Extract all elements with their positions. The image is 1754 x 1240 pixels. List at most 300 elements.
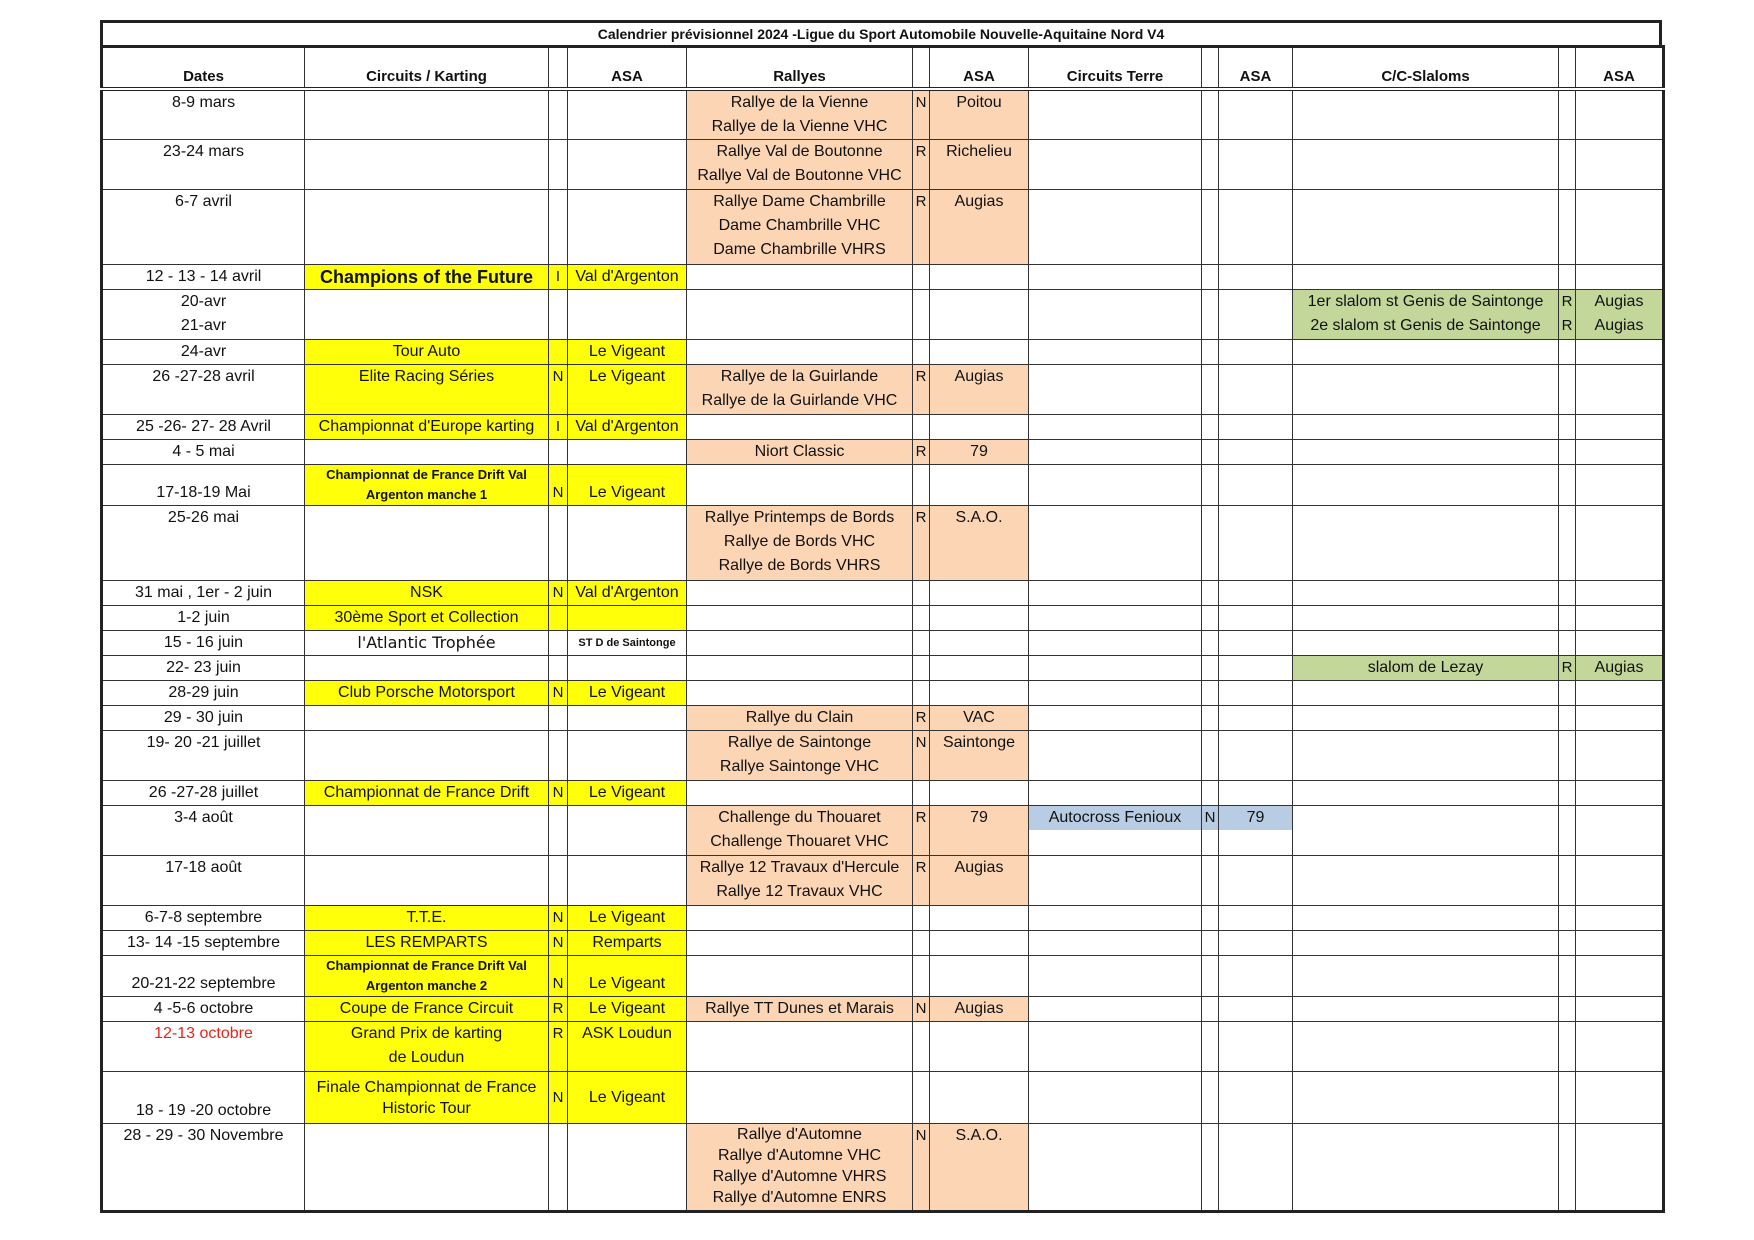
circuit-asa-cell <box>568 956 687 997</box>
slalom-flag-cell <box>1559 440 1576 465</box>
circuit-name: Coupe de France Circuit <box>339 1000 514 1017</box>
rallye-asa-cell <box>930 956 1029 997</box>
terre-cell <box>1029 806 1202 856</box>
rallye-flag-cell <box>913 290 930 340</box>
date-cell <box>102 681 305 706</box>
terre-asa-cell <box>1219 731 1293 781</box>
rallye-flag-cell <box>913 931 930 956</box>
rallye-cell <box>687 415 913 440</box>
terre-flag-cell <box>1202 706 1219 731</box>
rallye-cell <box>687 581 913 606</box>
rallye-asa: 79 <box>970 809 988 826</box>
calendar-sheet <box>100 20 1662 1213</box>
circuit-name: NSK <box>410 584 443 601</box>
slalom-asa-cell <box>1576 290 1664 340</box>
table-row <box>102 290 1664 340</box>
date-cell <box>102 906 305 931</box>
terre-flag-cell <box>1202 365 1219 415</box>
circuit-flag-cell <box>549 440 568 465</box>
table-row <box>102 606 1664 631</box>
circuit-asa-cell <box>568 856 687 906</box>
date-cell <box>102 1072 305 1124</box>
header-slaloms-asa: ASA <box>1576 47 1664 90</box>
circuit-asa: Remparts <box>592 934 662 951</box>
date-cell <box>102 89 305 140</box>
terre-flag-cell <box>1202 781 1219 806</box>
date-text: 3-4 août <box>174 809 233 826</box>
slalom-asa: Augias <box>1594 659 1644 676</box>
terre-asa-cell <box>1219 781 1293 806</box>
circuit-asa-cell <box>568 265 687 290</box>
slalom-flag-cell <box>1559 581 1576 606</box>
circuit-flag-cell <box>549 856 568 906</box>
circuit-asa-cell <box>568 190 687 265</box>
slalom-flag-cell <box>1559 290 1576 340</box>
date-cell <box>102 140 305 190</box>
terre-asa-cell <box>1219 997 1293 1022</box>
table-row <box>102 706 1664 731</box>
slalom-flag-cell <box>1559 265 1576 290</box>
header-slaloms-flag <box>1559 47 1576 90</box>
date-text: 22- 23 juin <box>166 659 241 676</box>
circuit-cell <box>305 931 549 956</box>
circuit-asa-cell <box>568 440 687 465</box>
slalom-name: 2e slalom st Genis de Saintonge <box>1310 317 1541 334</box>
circuit-asa: Le Vigeant <box>588 784 666 801</box>
circuit-asa-cell <box>568 931 687 956</box>
rallye-asa-cell <box>930 365 1029 415</box>
rallye-asa-cell <box>930 806 1029 856</box>
calendar-table <box>100 45 1665 1213</box>
circuit-name: Club Porsche Motorsport <box>338 684 515 701</box>
terre-asa-cell <box>1219 265 1293 290</box>
circuit-name: Championnat de France Drift Val <box>326 958 527 973</box>
terre-cell <box>1029 906 1202 931</box>
slalom-asa-cell <box>1576 415 1664 440</box>
rallye-asa-cell <box>930 606 1029 631</box>
terre-cell <box>1029 265 1202 290</box>
circuit-flag-cell <box>549 415 568 440</box>
circuit-cell <box>305 706 549 731</box>
rallye-name: Rallye 12 Travaux VHC <box>716 883 883 900</box>
rallye-asa-cell <box>930 340 1029 365</box>
rallye-flag-cell <box>913 656 930 681</box>
slalom-cell <box>1293 465 1559 506</box>
slalom-flag-cell <box>1559 997 1576 1022</box>
table-row <box>102 656 1664 681</box>
terre-cell <box>1029 365 1202 415</box>
rallye-cell <box>687 731 913 781</box>
slalom-asa-cell <box>1576 706 1664 731</box>
slalom-flag-cell <box>1559 706 1576 731</box>
circuit-flag-cell <box>549 290 568 340</box>
slalom-flag-cell <box>1559 656 1576 681</box>
terre-flag-cell <box>1202 465 1219 506</box>
circuit-asa-cell <box>568 89 687 140</box>
rallye-flag-cell <box>913 631 930 656</box>
circuit-flag-cell <box>549 906 568 931</box>
date-text: 4 -5-6 octobre <box>153 1000 254 1017</box>
circuit-asa: Val d'Argenton <box>575 418 679 435</box>
slalom-asa-cell <box>1576 1072 1664 1124</box>
terre-asa-cell <box>1219 931 1293 956</box>
terre-cell <box>1029 506 1202 581</box>
date-cell <box>102 781 305 806</box>
circuit-asa-cell <box>568 1124 687 1212</box>
circuit-flag: N <box>552 684 564 701</box>
rallye-name: Rallye Printemps de Bords <box>704 509 895 526</box>
terre-flag-cell <box>1202 290 1219 340</box>
slalom-cell <box>1293 190 1559 265</box>
rallye-flag: R <box>915 443 927 460</box>
date-text: 25-26 mai <box>167 509 240 526</box>
date-cell <box>102 997 305 1022</box>
terre-asa-cell <box>1219 631 1293 656</box>
calendar-rows <box>102 89 1664 1212</box>
circuit-cell <box>305 265 549 290</box>
slalom-cell <box>1293 365 1559 415</box>
rallye-asa-cell <box>930 290 1029 340</box>
circuit-cell <box>305 365 549 415</box>
header-rallyes-asa: ASA <box>930 47 1029 90</box>
date-text: 12 - 13 - 14 avril <box>145 268 262 285</box>
circuit-name: Historic Tour <box>382 1099 471 1117</box>
circuit-asa-cell <box>568 1072 687 1124</box>
date-text: 6-7-8 septembre <box>144 909 263 926</box>
rallye-asa-cell <box>930 1072 1029 1124</box>
rallye-asa-cell <box>930 89 1029 140</box>
terre-flag-cell <box>1202 997 1219 1022</box>
slalom-asa-cell <box>1576 1022 1664 1072</box>
rallye-flag: R <box>915 509 927 526</box>
circuit-flag-cell <box>549 1072 568 1124</box>
circuit-asa-cell <box>568 656 687 681</box>
slalom-cell <box>1293 415 1559 440</box>
date-cell <box>102 931 305 956</box>
header-dates: Dates <box>102 47 305 90</box>
terre-flag-cell <box>1202 340 1219 365</box>
circuit-flag-cell <box>549 931 568 956</box>
circuit-asa-cell <box>568 781 687 806</box>
rallye-flag-cell <box>913 731 930 781</box>
rallye-asa-cell <box>930 415 1029 440</box>
rallye-cell <box>687 265 913 290</box>
rallye-asa-cell <box>930 506 1029 581</box>
rallye-asa: Augias <box>954 193 1004 210</box>
slalom-asa-cell <box>1576 656 1664 681</box>
terre-flag-cell <box>1202 1124 1219 1212</box>
terre-cell <box>1029 1124 1202 1212</box>
date-cell <box>102 465 305 506</box>
rallye-cell <box>687 656 913 681</box>
slalom-flag-cell <box>1559 856 1576 906</box>
circuit-name: Grand Prix de karting <box>350 1025 503 1042</box>
terre-asa-cell <box>1219 656 1293 681</box>
circuit-asa: Le Vigeant <box>588 909 666 926</box>
date-text: 18 - 19 -20 octobre <box>135 1102 272 1119</box>
terre-cell <box>1029 465 1202 506</box>
rallye-asa-cell <box>930 1124 1029 1212</box>
rallye-asa-cell <box>930 265 1029 290</box>
terre-flag-cell <box>1202 906 1219 931</box>
terre-cell <box>1029 631 1202 656</box>
circuit-flag-cell <box>549 731 568 781</box>
slalom-flag-cell <box>1559 931 1576 956</box>
circuit-name: de Loudun <box>388 1049 465 1066</box>
circuit-flag-cell <box>549 681 568 706</box>
rallye-flag-cell <box>913 1072 930 1124</box>
table-row <box>102 365 1664 415</box>
rallye-flag-cell <box>913 440 930 465</box>
circuit-asa: Le Vigeant <box>588 975 666 992</box>
slalom-cell <box>1293 906 1559 931</box>
circuit-cell <box>305 631 549 656</box>
date-text: 17-18-19 Mai <box>156 484 251 501</box>
terre-cell <box>1029 956 1202 997</box>
slalom-cell <box>1293 89 1559 140</box>
slalom-cell <box>1293 856 1559 906</box>
rallye-flag-cell <box>913 190 930 265</box>
date-cell <box>102 1124 305 1212</box>
circuit-asa-cell <box>568 365 687 415</box>
terre-asa-cell <box>1219 340 1293 365</box>
rallye-flag-cell <box>913 781 930 806</box>
slalom-flag-cell <box>1559 1072 1576 1124</box>
table-row <box>102 997 1664 1022</box>
slalom-asa-cell <box>1576 997 1664 1022</box>
rallye-cell <box>687 906 913 931</box>
terre-flag-cell <box>1202 581 1219 606</box>
circuit-cell <box>305 140 549 190</box>
rallye-asa-cell <box>930 681 1029 706</box>
slalom-flag-cell <box>1559 365 1576 415</box>
slalom-asa-cell <box>1576 1124 1664 1212</box>
rallye-flag: N <box>915 1127 927 1144</box>
rallye-name: Niort Classic <box>754 443 845 460</box>
header-rallyes: Rallyes <box>687 47 913 90</box>
table-row <box>102 440 1664 465</box>
slalom-asa-cell <box>1576 365 1664 415</box>
rallye-asa: Richelieu <box>946 143 1012 160</box>
rallye-cell <box>687 365 913 415</box>
slalom-flag-cell <box>1559 506 1576 581</box>
rallye-asa-cell <box>930 656 1029 681</box>
slalom-cell <box>1293 631 1559 656</box>
date-cell <box>102 365 305 415</box>
rallye-flag-cell <box>913 140 930 190</box>
terre-flag: N <box>1202 806 1218 830</box>
circuit-cell <box>305 781 549 806</box>
rallye-asa-cell <box>930 781 1029 806</box>
terre-cell <box>1029 1072 1202 1124</box>
slalom-asa-cell <box>1576 581 1664 606</box>
date-cell <box>102 440 305 465</box>
terre-flag-cell <box>1202 656 1219 681</box>
circuit-flag-cell <box>549 997 568 1022</box>
rallye-cell <box>687 506 913 581</box>
table-row <box>102 1072 1664 1124</box>
rallye-name: Rallye d'Automne ENRS <box>712 1189 887 1206</box>
terre-asa-cell <box>1219 140 1293 190</box>
rallye-asa-cell <box>930 465 1029 506</box>
rallye-cell <box>687 89 913 140</box>
table-row <box>102 781 1664 806</box>
terre-flag-cell <box>1202 506 1219 581</box>
circuit-asa-cell <box>568 465 687 506</box>
date-text: 20-avr <box>180 293 227 310</box>
rallye-flag-cell <box>913 506 930 581</box>
rallye-asa: Augias <box>954 859 1004 876</box>
rallye-asa-cell <box>930 631 1029 656</box>
terre-flag-cell <box>1202 856 1219 906</box>
date-text: 21-avr <box>180 317 227 334</box>
circuit-flag: N <box>552 1088 564 1106</box>
table-row <box>102 1022 1664 1072</box>
rallye-asa-cell <box>930 1022 1029 1072</box>
slalom-cell <box>1293 781 1559 806</box>
date-cell <box>102 415 305 440</box>
slalom-cell <box>1293 681 1559 706</box>
rallye-asa: Augias <box>954 1000 1004 1017</box>
circuit-cell <box>305 1022 549 1072</box>
circuit-asa-cell <box>568 581 687 606</box>
slalom-cell <box>1293 1124 1559 1212</box>
circuit-asa-cell <box>568 415 687 440</box>
date-text: 26 -27-28 juillet <box>148 784 259 801</box>
terre-cell <box>1029 190 1202 265</box>
date-cell <box>102 731 305 781</box>
terre-flag-cell <box>1202 89 1219 140</box>
circuit-flag-cell <box>549 606 568 631</box>
terre-asa-cell <box>1219 581 1293 606</box>
terre-cell <box>1029 140 1202 190</box>
circuit-flag: N <box>552 584 564 601</box>
rallye-cell <box>687 440 913 465</box>
circuit-flag-cell <box>549 581 568 606</box>
rallye-flag-cell <box>913 1124 930 1212</box>
table-row <box>102 465 1664 506</box>
terre-cell <box>1029 581 1202 606</box>
rallye-cell <box>687 956 913 997</box>
slalom-asa-cell <box>1576 140 1664 190</box>
date-text: 28 - 29 - 30 Novembre <box>123 1127 284 1144</box>
slalom-flag-cell <box>1559 956 1576 997</box>
rallye-asa-cell <box>930 856 1029 906</box>
slalom-cell <box>1293 956 1559 997</box>
rallye-cell <box>687 1124 913 1212</box>
circuit-asa-cell <box>568 340 687 365</box>
slalom-cell <box>1293 265 1559 290</box>
rallye-flag: R <box>915 859 927 876</box>
circuit-name: LES REMPARTS <box>365 934 488 951</box>
circuit-flag: I <box>555 418 561 435</box>
terre-cell <box>1029 931 1202 956</box>
slalom-asa-cell <box>1576 856 1664 906</box>
slalom-flag-cell <box>1559 681 1576 706</box>
date-text: 17-18 août <box>165 859 242 876</box>
rallye-asa: Augias <box>954 368 1004 385</box>
terre-cell <box>1029 1022 1202 1072</box>
table-row <box>102 856 1664 906</box>
rallye-cell <box>687 681 913 706</box>
circuit-cell <box>305 856 549 906</box>
rallye-flag-cell <box>913 681 930 706</box>
rallye-flag-cell <box>913 265 930 290</box>
terre-asa-cell <box>1219 290 1293 340</box>
terre-asa-cell <box>1219 956 1293 997</box>
terre-cell <box>1029 856 1202 906</box>
date-text: 29 - 30 juin <box>163 709 244 726</box>
slalom-cell <box>1293 506 1559 581</box>
terre-asa-cell <box>1219 465 1293 506</box>
terre-asa-cell <box>1219 1072 1293 1124</box>
rallye-cell <box>687 631 913 656</box>
terre-name: Autocross Fenioux <box>1029 806 1201 830</box>
slalom-asa-cell <box>1576 906 1664 931</box>
terre-cell <box>1029 731 1202 781</box>
circuit-flag-cell <box>549 706 568 731</box>
slalom-cell <box>1293 997 1559 1022</box>
slalom-cell <box>1293 581 1559 606</box>
circuit-cell <box>305 956 549 997</box>
circuit-flag-cell <box>549 956 568 997</box>
table-row <box>102 931 1664 956</box>
terre-cell <box>1029 415 1202 440</box>
circuit-cell <box>305 1124 549 1212</box>
slalom-asa-cell <box>1576 440 1664 465</box>
circuit-name: l'Atlantic Trophée <box>357 633 496 652</box>
header-terre-flag <box>1202 47 1219 90</box>
date-text: 19- 20 -21 juillet <box>146 734 261 751</box>
circuit-flag-cell <box>549 506 568 581</box>
slalom-flag: R <box>1561 317 1573 334</box>
rallye-cell <box>687 1022 913 1072</box>
slalom-asa-cell <box>1576 631 1664 656</box>
rallye-asa-cell <box>930 731 1029 781</box>
circuit-cell <box>305 681 549 706</box>
rallye-cell <box>687 140 913 190</box>
terre-asa-cell <box>1219 440 1293 465</box>
terre-cell <box>1029 606 1202 631</box>
circuit-flag-cell <box>549 140 568 190</box>
date-cell <box>102 190 305 265</box>
terre-flag-cell <box>1202 681 1219 706</box>
table-row <box>102 1124 1664 1212</box>
header-row <box>102 47 1664 90</box>
slalom-flag-cell <box>1559 190 1576 265</box>
circuit-asa: Val d'Argenton <box>575 268 679 285</box>
rallye-asa: Saintonge <box>942 734 1016 751</box>
rallye-flag-cell <box>913 806 930 856</box>
slalom-asa-cell <box>1576 781 1664 806</box>
date-cell <box>102 706 305 731</box>
table-row <box>102 265 1664 290</box>
circuit-flag: N <box>552 934 564 951</box>
circuit-flag-cell <box>549 631 568 656</box>
rallye-cell <box>687 856 913 906</box>
date-cell <box>102 856 305 906</box>
date-text: 25 -26- 27- 28 Avril <box>136 418 271 435</box>
rallye-name: Rallye Saintonge VHC <box>719 758 880 775</box>
table-row <box>102 415 1664 440</box>
table-row <box>102 906 1664 931</box>
terre-asa-cell <box>1219 856 1293 906</box>
rallye-flag: R <box>915 709 927 726</box>
circuit-flag-cell <box>549 806 568 856</box>
date-cell <box>102 290 305 340</box>
date-cell <box>102 581 305 606</box>
rallye-name: Rallye Dame Chambrille <box>713 193 886 210</box>
